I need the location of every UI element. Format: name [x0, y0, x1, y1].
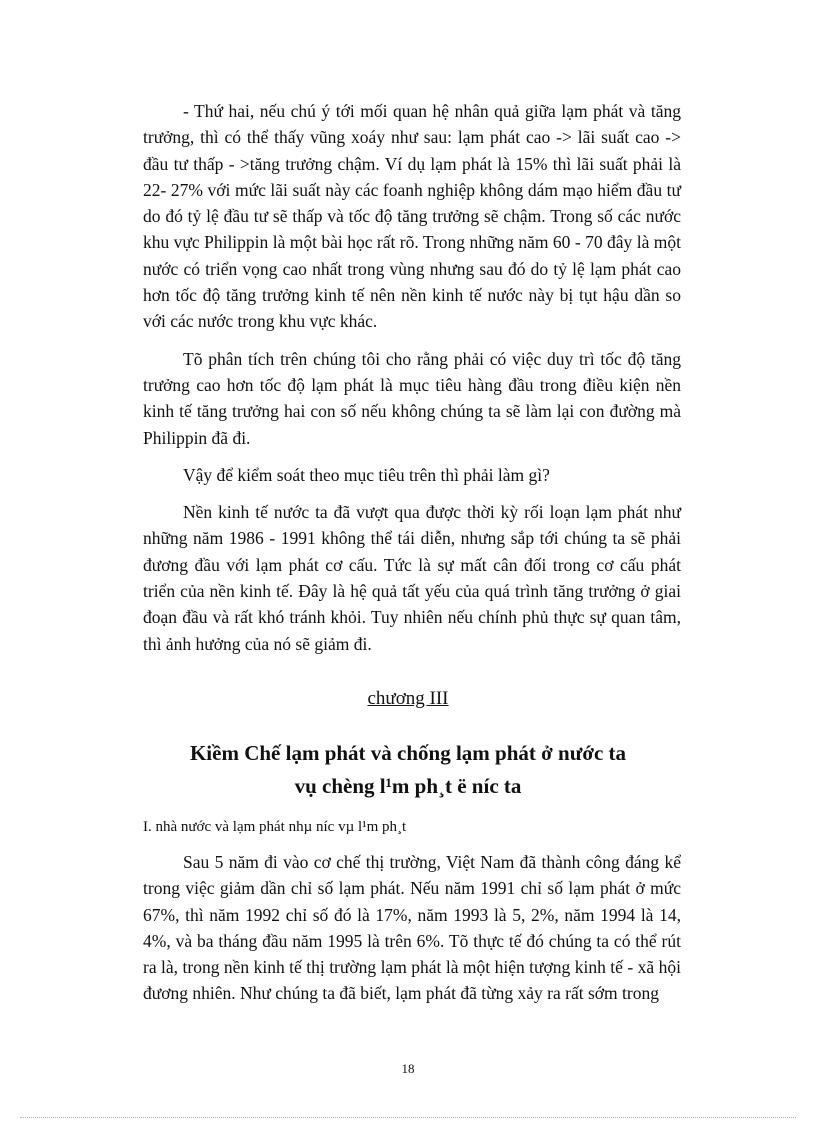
paragraph-4: Nền kinh tế nước ta đã vượt qua được thời kỳ rối loạn lạm phát như những năm 1986 - 1991 không thể tái diễn, nhưng sắp tới chúng ta sẽ phải đương đầu với lạm phát cơ cấu. Tức là sự mất cân đối trong cơ cấu phát triển của nền kinh tế. Đây là hệ quả tất yếu của quá trình tăng trưởng ở giai đoạn đầu và rất khó tránh khỏi. Tuy nhiên nếu chính phủ thực sự quan tâm, thì ảnh hưởng của nó sẽ giảm đi.	[143, 502, 681, 654]
paragraph-3: Vậy để kiểm soát theo mục tiêu trên thì phải làm gì?	[183, 464, 550, 485]
chapter-title-line-1: Kiềm Chế lạm phát và chống lạm phát ở nước ta	[189, 741, 627, 765]
paragraph-2: Tõ phân tích trên chúng tôi cho rằng phải có việc duy trì tốc độ tăng trưởng cao hơn tốc độ lạm phát là mục tiêu hàng đầu trong điều kiện nền kinh tế tăng trưởng hai con số nếu không chúng ta sẽ làm lại con đường mà Philippin đã đi.	[143, 348, 681, 448]
page-number: 18	[401, 1061, 415, 1076]
chapter-title-line-2: vụ chèng l¹m ph¸t ë níc ta	[294, 774, 522, 798]
chapter-title	[0, 737, 816, 803]
paragraph-5: Sau 5 năm đi vào cơ chế thị trường, Việt Nam đã thành công đáng kể trong việc giảm dần chỉ số lạm phát. Nếu năm 1991 chỉ số lạm phát ở mức 67%, thì năm 1992 chỉ số đó là 17%, năm 1993 là 5, 2%, năm 1994 là 14, 4%, và ba tháng đầu năm 1995 là trên 6%. Tõ thực tế đó chúng ta có thể rút ra là, trong nền kinh tế thị trường lạm phát là một hiện tượng kinh tế - xã hội đương nhiên. Như chúng ta đã biết, lạm phát đã từng xảy ra rất sớm trong	[143, 852, 681, 1004]
section-heading: I. nhà nước và lạm phát nhµ níc vµ l¹m ph¸t	[143, 819, 407, 835]
footer-divider	[20, 1117, 796, 1118]
chapter-heading: chương III	[367, 688, 449, 709]
body-text-bottom	[143, 849, 681, 1007]
paragraph-1: - Thứ hai, nếu chú ý tới mối quan hệ nhân quả giữa lạm phát và tăng trưởng, thì có thể thấy vũng xoáy như sau: lạm phát cao -> lãi suất cao -> đầu tư thấp - >tăng trưởng chậm. Ví dụ lạm phát là 15% thì lãi suất phải là 22- 27% với mức lãi suất này các foanh nghiệp không dám mạo hiểm đầu tư do đó tỷ lệ đầu tư sẽ thấp và tốc độ tăng trưởng sẽ chậm. Trong số các nước khu vực Philippin là một bài học rất rõ. Trong những năm 60 - 70 đây là một nước có triển vọng cao nhất trong vùng nhưng sau đó do tỷ lệ lạm phát cao hơn tốc độ tăng trưởng kinh tế nên nền kinh tế nước này bị tụt hậu dần so với các nước trong khu vực khác.	[143, 101, 681, 332]
body-text-top	[143, 98, 681, 668]
